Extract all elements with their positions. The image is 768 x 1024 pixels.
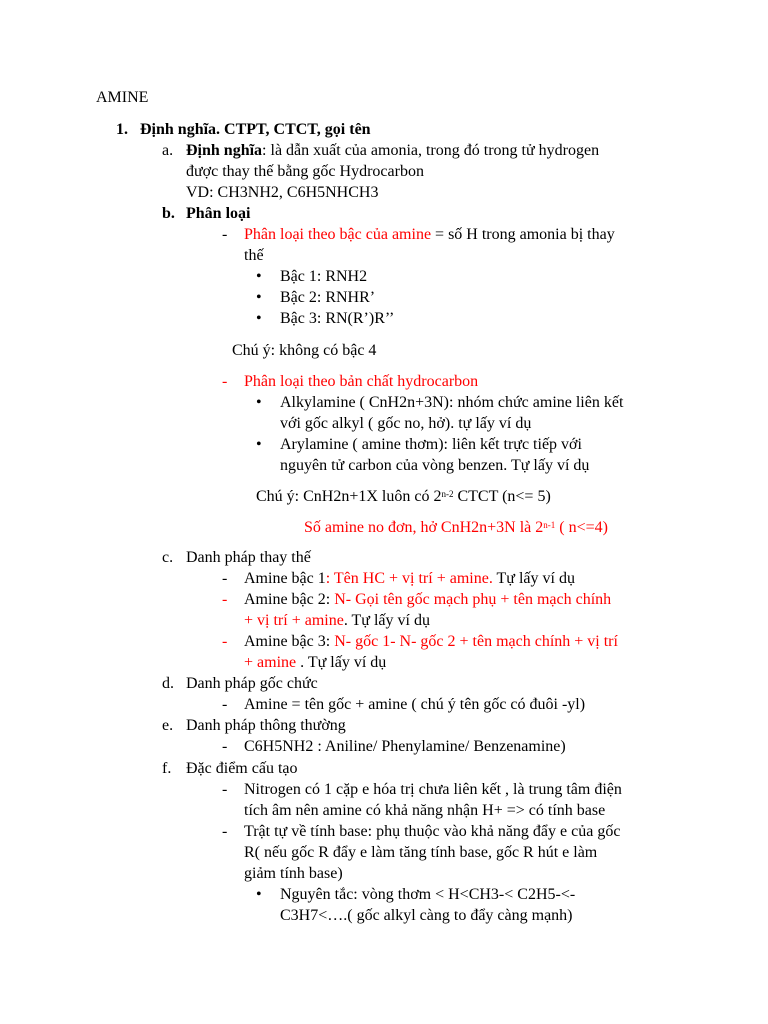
secondary-amine-naming: Amine bậc 2: N- Gọi tên gốc mạch phụ + tên mạch chính <box>244 591 612 608</box>
nitrogen-line-2: tích âm nên amine có khả năng nhận H+ => có tính base <box>244 802 606 819</box>
primary-amine-naming: Amine bậc 1: Tên HC + vị trí + amine. Tự lấy ví dụ <box>244 570 575 587</box>
secondary-amine-naming-cont: + vị trí + amine. Tự lấy ví dụ <box>244 612 430 629</box>
dash-marker: - <box>222 591 228 608</box>
definition-text: : là dẫn xuất của amonia, trong đó trong tử hydrogen <box>262 142 600 159</box>
basicity-rule-line-2: C3H7<….( gốc alkyl càng to đẩy càng mạnh) <box>280 907 573 924</box>
radicofunctional-nomenclature-heading: Danh pháp gốc chức <box>186 675 318 692</box>
classification-heading: Phân loại <box>186 205 251 222</box>
item-label-c: c. <box>162 549 174 566</box>
tertiary-amine-naming: Amine bậc 3: N- gốc 1- N- gốc 2 + tên mạch chính + vị trí <box>244 633 618 650</box>
aniline-names: C6H5NH2 : Aniline/ Phenylamine/ Benzenamine) <box>244 738 566 755</box>
dash-marker: - <box>222 570 228 587</box>
dash-marker: - <box>222 738 228 755</box>
example-line: VD: CH3NH2, C6H5NHCH3 <box>186 184 379 201</box>
note-no-degree-4: Chú ý: không có bậc 4 <box>232 342 377 359</box>
item-label-e: e. <box>162 717 174 734</box>
common-nomenclature-heading: Danh pháp thông thường <box>186 717 346 734</box>
definition-term: Định nghĩa <box>186 142 263 159</box>
bullet-marker: • <box>256 289 262 306</box>
classification-by-degree: Phân loại theo bậc của amine = số H trong amonia bị thay <box>244 226 615 243</box>
classification-by-hydrocarbon: Phân loại theo bản chất hydrocarbon <box>244 373 479 390</box>
bullet-marker: • <box>256 394 262 411</box>
doc-title: AMINE <box>96 89 149 106</box>
section-number: 1. <box>116 121 128 138</box>
radicofunctional-rule: Amine = tên gốc + amine ( chú ý tên gốc có đuôi -yl) <box>244 696 586 713</box>
alkylamine-line-2: với gốc alkyl ( gốc no, hở). tự lấy ví dụ <box>280 415 532 432</box>
note-amine-count: Số amine no đơn, hở CnH2n+3N là 2$^{n-1}$ ( n<=4) <box>304 519 608 536</box>
definition-line-2: được thay thế bằng gốc Hydrocarbon <box>186 163 424 180</box>
degree-3: Bậc 3: RN(R’)R’’ <box>280 310 395 327</box>
item-label-a: a. <box>162 142 174 159</box>
dash-marker: - <box>222 633 228 650</box>
item-label-f: f. <box>162 760 172 777</box>
dash-marker: - <box>222 823 228 840</box>
basicity-line-2: R( nếu gốc R đẩy e làm tăng tính base, gốc R hút e làm <box>244 844 598 861</box>
tertiary-amine-naming-cont: + amine . Tự lấy ví dụ <box>244 654 387 671</box>
classification-by-degree-cont: thế <box>244 247 264 264</box>
basicity-line-3: giảm tính base) <box>244 865 343 882</box>
section-heading: Định nghĩa. CTPT, CTCT, gọi tên <box>140 121 371 138</box>
degree-1: Bậc 1: RNH2 <box>280 268 368 285</box>
dash-marker: - <box>222 226 228 243</box>
definition-line-1 <box>186 141 599 161</box>
structure-heading: Đặc điểm cấu tạo <box>186 760 298 777</box>
alkylamine-line-1: Alkylamine ( CnH2n+3N): nhóm chức amine liên kết <box>280 394 624 411</box>
substitutive-nomenclature-heading: Danh pháp thay thế <box>186 549 311 566</box>
item-label-d: d. <box>162 675 174 692</box>
basicity-line-1: Trật tự về tính base: phụ thuộc vào khả năng đẩy e của gốc <box>244 823 621 840</box>
dash-marker: - <box>222 696 228 713</box>
basicity-rule-line-1: Nguyên tắc: vòng thơm < H<CH3-< C2H5-<- <box>280 886 576 903</box>
bullet-marker: • <box>256 886 262 903</box>
arylamine-line-1: Arylamine ( amine thơm): liên kết trực tiếp với <box>280 436 582 453</box>
dash-marker: - <box>222 781 228 798</box>
bullet-marker: • <box>256 268 262 285</box>
degree-2: Bậc 2: RNHR’ <box>280 289 376 306</box>
note-isomer-count: Chú ý: CnH2n+1X luôn có 2$^{n-2}$ CTCT (n<= 5) <box>256 488 551 505</box>
arylamine-line-2: nguyên tử carbon của vòng benzen. Tự lấy ví dụ <box>280 457 590 474</box>
nitrogen-line-1: Nitrogen có 1 cặp e hóa trị chưa liên kết , là trung tâm điện <box>244 781 622 798</box>
bullet-marker: • <box>256 436 262 453</box>
dash-marker: - <box>222 373 228 390</box>
item-label-b: b. <box>162 205 175 222</box>
bullet-marker: • <box>256 310 262 327</box>
